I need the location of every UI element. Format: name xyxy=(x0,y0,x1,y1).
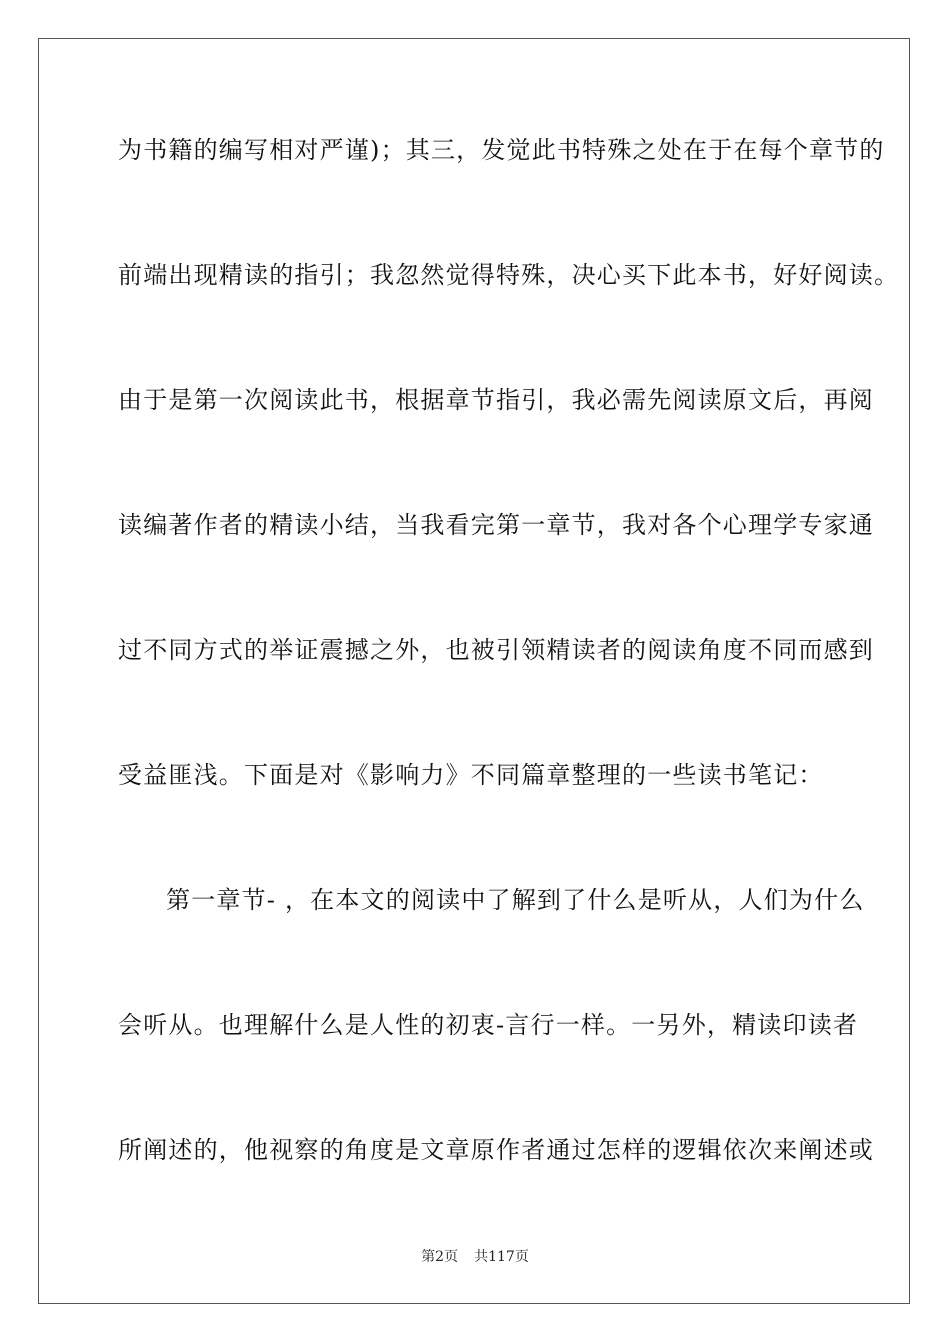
page-footer xyxy=(0,1248,950,1266)
text-line-3: 由于是第一次阅读此书，根据章节指引，我必需先阅读原文后，再阅 xyxy=(118,386,874,414)
text-line-8: 会听从。也理解什么是人性的初衷-言行一样。一另外，精读印读者 xyxy=(118,1011,859,1039)
text-line-4: 读编著作者的精读小结，当我看完第一章节，我对各个心理学专家通 xyxy=(118,511,874,539)
text-line-9: 所阐述的，他视察的角度是文章原作者通过怎样的逻辑依次来阐述或 xyxy=(118,1136,874,1164)
text-line-1: 为书籍的编写相对严谨)；其三，发觉此书特殊之处在于在每个章节的 xyxy=(118,136,885,164)
text-line-2: 前端出现精读的指引；我忽然觉得特殊，决心买下此本书，好好阅读。 xyxy=(118,261,900,289)
page-total: 共117页 xyxy=(474,1249,529,1265)
page-border xyxy=(38,38,910,1304)
page-number: 第2页 xyxy=(421,1249,459,1265)
text-line-7: 第一章节- ，在本文的阅读中了解到了什么是听从，人们为什么 xyxy=(166,886,865,914)
text-line-5: 过不同方式的举证震撼之外，也被引领精读者的阅读角度不同而感到 xyxy=(118,636,874,664)
text-line-6: 受益匪浅。下面是对《影响力》不同篇章整理的一些读书笔记： xyxy=(118,761,824,789)
